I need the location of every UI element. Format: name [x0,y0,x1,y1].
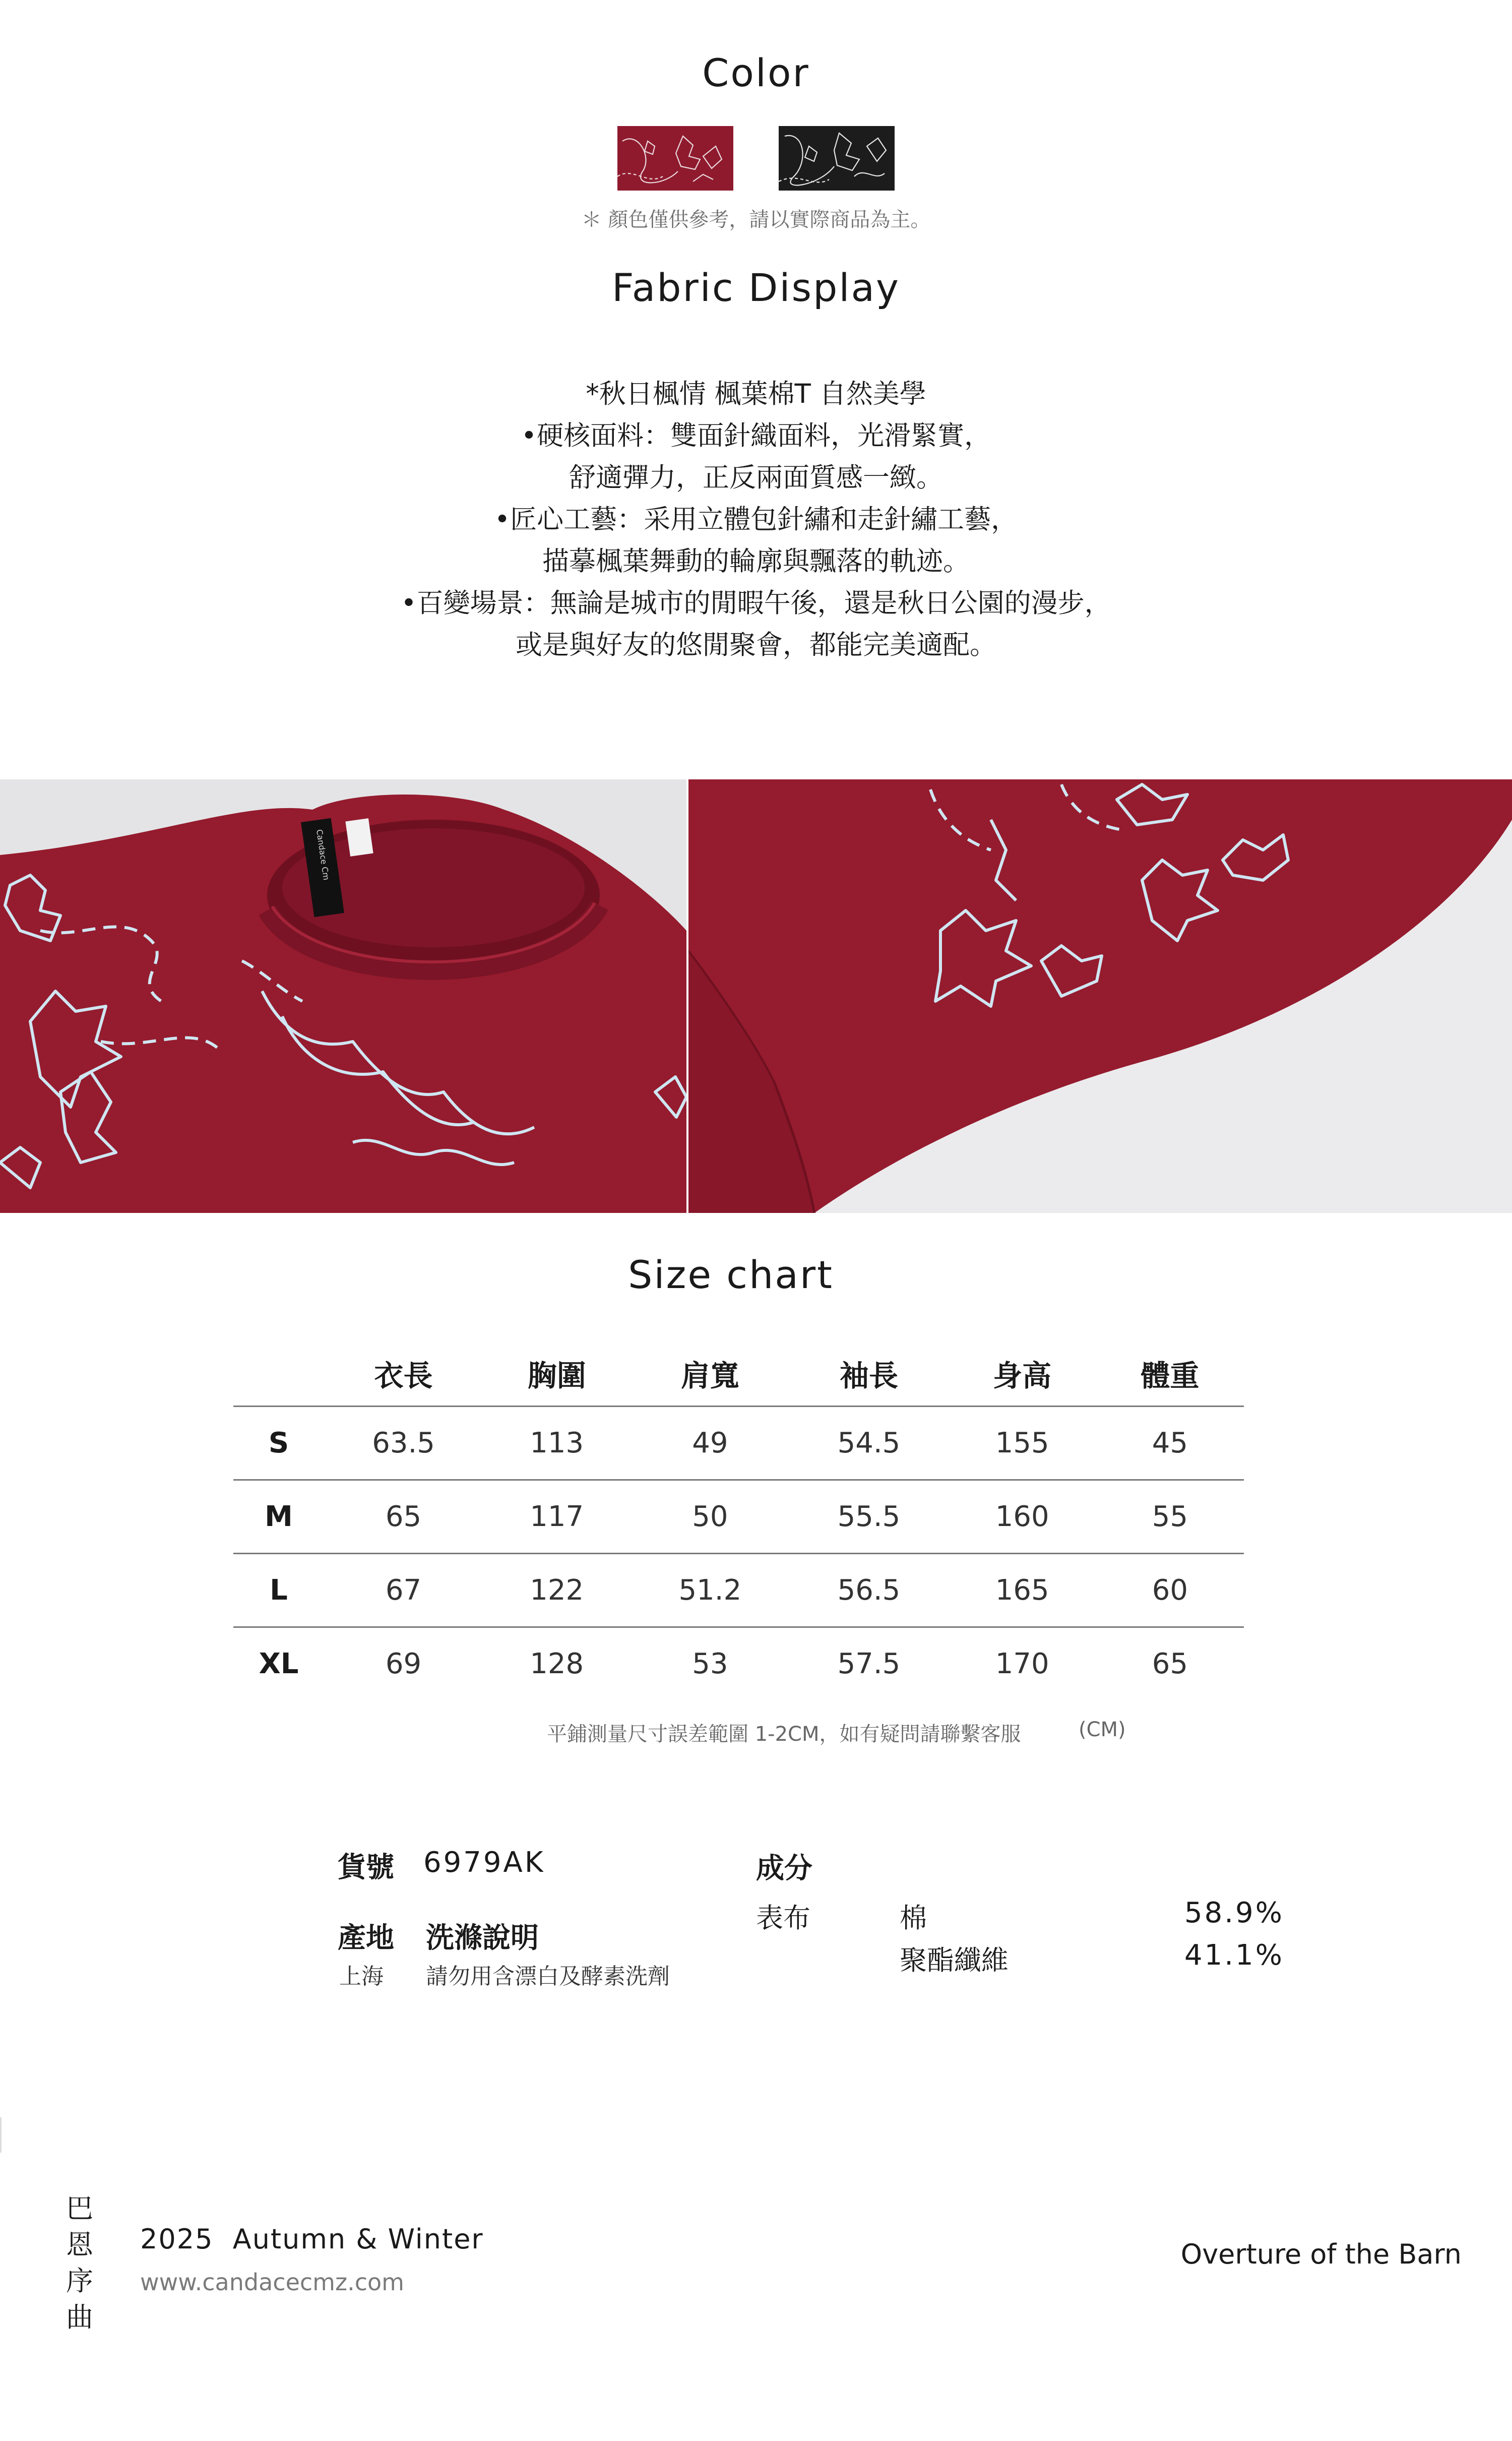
website-link[interactable]: www.candacecmz.com [140,2269,404,2296]
fabric-line: •硬核面料：雙面針織面料，光滑緊實， [521,420,991,451]
size-cell: 122 [483,1554,631,1627]
size-label: L [233,1554,324,1627]
size-cell: 170 [949,1627,1096,1700]
origin-label: 產地 [338,1922,394,1955]
size-label: XL [233,1627,324,1700]
wash-value: 請勿用含漂白及酵素洗劑 [426,1964,670,1989]
size-cell: 113 [483,1407,631,1480]
size-header: 衣長 [374,1359,433,1393]
origin-value: 上海 [339,1964,384,1989]
table-row [233,1407,1244,1480]
collection-name: Overture of the Barn [1180,2238,1462,2270]
size-cell: 55 [1096,1480,1244,1554]
neck-label-text: Candace Cm [314,828,331,881]
size-cell: 128 [483,1627,631,1700]
size-cell: 67 [324,1554,483,1627]
size-chart-note: 平鋪測量尺寸誤差範圍 1-2CM，如有疑問請聯繫客服 [547,1723,1021,1746]
size-header: 胸圍 [527,1359,586,1393]
wash-label: 洗滌說明 [426,1922,539,1955]
table-row [233,1480,1244,1554]
size-cell: 69 [324,1627,483,1700]
fabric-line: *秋日楓情 楓葉棉T 自然美學 [586,379,926,409]
size-cell: 160 [949,1480,1096,1554]
table-row [233,1554,1244,1627]
table-row [233,1627,1244,1700]
size-cell: 56.5 [789,1554,948,1627]
size-cell: 55.5 [789,1480,948,1554]
color-note: ＊ 顏色僅供參考，請以實際商品為主。 [581,208,931,231]
fabric-line: 舒適彈力，正反兩面質感一緻。 [569,462,943,493]
item-no-value: 6979AK [423,1846,545,1879]
fabric-line: •匠心工藝：采用立體包針繡和走針繡工藝， [494,504,1018,535]
collar-photo [0,779,686,1213]
size-header: 身高 [993,1359,1052,1393]
fabric-line: •百變場景：無論是城市的閒暇午後，還是秋日公園的漫步， [401,588,1111,619]
fabric-line: 或是與好友的悠閒聚會，都能完美適配。 [516,630,996,660]
size-label: M [233,1480,324,1554]
material-name: 聚酯纖維 [900,1944,1009,1976]
vertical-char: 恩 [66,2229,93,2261]
material-name: 棉 [900,1902,927,1934]
size-cell: 51.2 [631,1554,789,1627]
size-cell: 65 [1096,1627,1244,1700]
season-text: 2025 Autumn & Winter [140,2223,484,2255]
size-cell: 49 [631,1407,789,1480]
size-header: 袖長 [839,1359,898,1393]
composition-label: 成分 [756,1852,812,1885]
fabric-description [0,373,1512,666]
size-cell: 165 [949,1554,1096,1627]
fabric-line: 描摹楓葉舞動的輪廓與飄落的軌迹。 [542,546,970,577]
vertical-char: 巴 [66,2192,93,2224]
size-chart-table [233,1341,1244,1700]
size-header: 體重 [1141,1359,1200,1393]
fabric-heading: Fabric Display [612,265,900,310]
vertical-char: 序 [66,2265,93,2297]
color-swatch-black[interactable] [779,126,895,191]
size-chart-unit: (CM) [1079,1718,1126,1741]
size-cell: 53 [631,1627,789,1700]
size-header: 肩寬 [680,1359,739,1393]
size-cell: 57.5 [789,1627,948,1700]
size-cell: 155 [949,1407,1096,1480]
size-cell: 117 [483,1480,631,1554]
shell-label: 表布 [756,1902,810,1934]
vertical-char: 曲 [66,2301,93,2333]
material-percent: 41.1% [1184,1939,1284,1972]
brand-vertical-title [65,2190,95,2336]
material-percent: 58.9% [1184,1897,1284,1929]
size-cell: 50 [631,1480,789,1554]
sleeve-photo [688,779,1512,1213]
color-heading: Color [702,50,810,95]
size-cell: 60 [1096,1554,1244,1627]
size-chart-heading: Size chart [628,1252,834,1297]
size-cell: 63.5 [324,1407,483,1480]
size-cell: 65 [324,1480,483,1554]
size-cell: 54.5 [789,1407,948,1480]
size-chart-header-row [233,1341,1244,1407]
size-header-empty [233,1341,324,1407]
color-swatch-red[interactable] [617,126,733,191]
item-no-label: 貨號 [338,1851,394,1884]
edge-mark [0,2117,2,2153]
size-label: S [233,1407,324,1480]
size-cell: 45 [1096,1407,1244,1480]
